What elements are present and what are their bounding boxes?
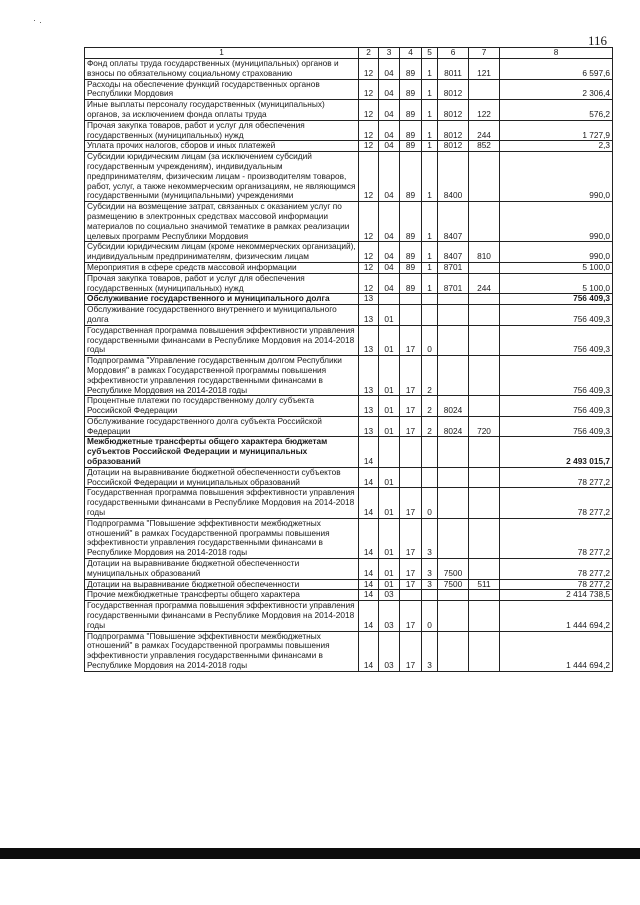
program-code: 17 [400,559,422,580]
expense-type-code: 852 [469,141,500,152]
subprogram-code: 1 [422,79,438,100]
subprogram-code: 2 [422,396,438,417]
table-row [85,305,613,326]
table-row [85,262,613,273]
table-row [85,416,613,437]
subsection-code: 04 [379,79,400,100]
subsection-code: 04 [379,202,400,242]
table-row [85,120,613,141]
table-row [85,601,613,631]
row-description: Иные выплаты персоналу государственных (муниципальных) органов, за исключением фонда оплаты труда [85,100,359,121]
expense-type-code [469,79,500,100]
target-item-code [438,601,469,631]
program-code [400,294,422,305]
table-row [85,59,613,80]
target-item-code [438,437,469,467]
subprogram-code: 0 [422,488,438,518]
section-code: 12 [359,100,379,121]
row-description: Фонд оплаты труда государственных (муниципальных) органов и взносы по обязательному социальному страхованию [85,59,359,80]
expense-type-code [469,467,500,488]
amount: 78 277,2 [500,467,613,488]
program-code: 89 [400,79,422,100]
section-code: 13 [359,356,379,396]
section-code: 12 [359,79,379,100]
program-code: 17 [400,488,422,518]
program-code: 89 [400,141,422,152]
amount: 78 277,2 [500,559,613,580]
amount: 5 100,0 [500,273,613,294]
subsection-code: 01 [379,416,400,437]
row-description: Государственная программа повышения эффективности управления государственными финансами в Республике Мордовия на 2014-2018 годы [85,325,359,355]
subsection-code [379,437,400,467]
subsection-code: 04 [379,100,400,121]
program-code: 17 [400,601,422,631]
target-item-code: 8024 [438,396,469,417]
row-description: Дотации на выравнивание бюджетной обеспеченности субъектов Российской Федерации и муниципальных образований [85,467,359,488]
row-description: Мероприятия в сфере средств массовой информации [85,262,359,273]
table-row [85,437,613,467]
section-code: 14 [359,559,379,580]
program-code: 17 [400,356,422,396]
amount: 2 493 015,7 [500,437,613,467]
program-code: 89 [400,242,422,263]
table-row [85,242,613,263]
table-row [85,79,613,100]
table-row [85,559,613,580]
amount: 78 277,2 [500,518,613,558]
subprogram-code [422,294,438,305]
amount: 2,3 [500,141,613,152]
program-code: 17 [400,416,422,437]
target-item-code [438,325,469,355]
subsection-code: 01 [379,356,400,396]
table-row [85,100,613,121]
amount: 756 409,3 [500,294,613,305]
table-row [85,488,613,518]
section-code: 14 [359,518,379,558]
subprogram-code: 3 [422,559,438,580]
scan-speck [40,22,41,23]
program-code: 17 [400,518,422,558]
row-description: Государственная программа повышения эффективности управления государственными финансами в Республике Мордовия на 2014-2018 годы [85,488,359,518]
row-description: Подпрограмма "Повышение эффективности межбюджетных отношений" в рамках Государственной программы повышения эффективности управления государственными финансами в Республике Мордовия на 2014-2018 годы [85,631,359,671]
subsection-code: 04 [379,59,400,80]
subsection-code: 04 [379,152,400,202]
table-row [85,325,613,355]
expense-type-code: 720 [469,416,500,437]
program-code: 89 [400,152,422,202]
target-item-code [438,488,469,518]
subprogram-code: 2 [422,356,438,396]
row-description: Процентные платежи по государственному долгу субъекта Российской Федерации [85,396,359,417]
program-code [400,467,422,488]
amount: 2 414 738,5 [500,590,613,601]
row-description: Уплата прочих налогов, сборов и иных платежей [85,141,359,152]
section-code: 14 [359,590,379,601]
section-code: 14 [359,467,379,488]
expense-type-code [469,325,500,355]
program-code: 89 [400,273,422,294]
expense-type-code [469,262,500,273]
row-description: Подпрограмма "Управление государственным долгом Республики Мордовия" в рамках Государственной программы повышения эффективности управления государственными финансами в Республике Мордовия на 2014-2018 годы [85,356,359,396]
subprogram-code: 0 [422,601,438,631]
section-code: 13 [359,325,379,355]
table-row [85,518,613,558]
table-row [85,202,613,242]
subprogram-code: 1 [422,273,438,294]
expense-type-code: 244 [469,120,500,141]
expense-type-code [469,356,500,396]
amount: 756 409,3 [500,305,613,326]
target-item-code: 8701 [438,262,469,273]
row-description: Межбюджетные трансферты общего характера бюджетам субъектов Российской Федерации и муниципальных образований [85,437,359,467]
amount: 1 444 694,2 [500,631,613,671]
subsection-code [379,294,400,305]
target-item-code: 8400 [438,152,469,202]
subsection-code: 01 [379,488,400,518]
subsection-code: 01 [379,396,400,417]
program-code: 89 [400,202,422,242]
column-header: 5 [422,48,438,59]
section-code: 12 [359,152,379,202]
table-row [85,294,613,305]
subsection-code: 04 [379,262,400,273]
amount: 990,0 [500,152,613,202]
scan-speck [34,20,35,21]
amount: 1 727,9 [500,120,613,141]
expense-type-code: 244 [469,273,500,294]
table-row [85,152,613,202]
amount: 756 409,3 [500,416,613,437]
section-code: 12 [359,141,379,152]
subsection-code: 04 [379,273,400,294]
row-description: Субсидии на возмещение затрат, связанных с оказанием услуг по размещению в электронных средствах массовой информации материалов по социально значимой тематике в рамках реализации целевых программ Республики Мордовия [85,202,359,242]
table-row [85,631,613,671]
expense-type-code [469,294,500,305]
row-description: Дотации на выравнивание бюджетной обеспеченности муниципальных образований [85,559,359,580]
budget-table [84,47,613,672]
amount: 1 444 694,2 [500,601,613,631]
table-row [85,579,613,590]
subprogram-code: 0 [422,325,438,355]
column-header: 1 [85,48,359,59]
column-header: 7 [469,48,500,59]
target-item-code: 8012 [438,120,469,141]
row-description: Подпрограмма "Повышение эффективности межбюджетных отношений" в рамках Государственной программы повышения эффективности управления государственными финансами в Республике Мордовия на 2014-2018 годы [85,518,359,558]
column-header: 2 [359,48,379,59]
target-item-code [438,467,469,488]
expense-type-code [469,488,500,518]
target-item-code: 8011 [438,59,469,80]
expense-type-code [469,396,500,417]
expense-type-code [469,437,500,467]
scan-bottom-edge [0,848,640,859]
section-code: 14 [359,437,379,467]
expense-type-code [469,518,500,558]
expense-type-code: 122 [469,100,500,121]
program-code: 89 [400,262,422,273]
section-code: 12 [359,120,379,141]
amount: 6 597,6 [500,59,613,80]
expense-type-code [469,590,500,601]
target-item-code [438,631,469,671]
section-code: 12 [359,202,379,242]
amount: 990,0 [500,242,613,263]
section-code: 14 [359,601,379,631]
section-code: 12 [359,242,379,263]
table-row [85,356,613,396]
row-description: Расходы на обеспечение функций государственных органов Республики Мордовия [85,79,359,100]
page-number: 116 [588,33,608,48]
section-code: 14 [359,488,379,518]
section-code: 13 [359,416,379,437]
subprogram-code: 1 [422,242,438,263]
program-code: 89 [400,100,422,121]
program-code: 89 [400,59,422,80]
amount: 78 277,2 [500,579,613,590]
row-description: Обслуживание государственного и муниципального долга [85,294,359,305]
row-description: Прочая закупка товаров, работ и услуг для обеспечения государственных (муниципальных) нужд [85,273,359,294]
target-item-code: 7500 [438,559,469,580]
subprogram-code [422,467,438,488]
section-code: 12 [359,59,379,80]
program-code [400,590,422,601]
subprogram-code: 1 [422,152,438,202]
section-code: 13 [359,396,379,417]
subprogram-code: 1 [422,100,438,121]
row-description: Субсидии юридическим лицам (за исключением субсидий государственным учреждениям), индивидуальным предпринимателям, физическим лицам - производителям товаров, работ, услуг, а также некоммерческим организациям, не являющимся государственными (муниципальными) учреждениями [85,152,359,202]
subprogram-code: 3 [422,518,438,558]
subsection-code: 01 [379,559,400,580]
target-item-code [438,294,469,305]
subprogram-code: 1 [422,141,438,152]
table-row [85,273,613,294]
subsection-code: 03 [379,631,400,671]
program-code [400,437,422,467]
target-item-code: 7500 [438,579,469,590]
program-code: 17 [400,325,422,355]
section-code: 13 [359,305,379,326]
subprogram-code: 3 [422,579,438,590]
target-item-code: 8012 [438,100,469,121]
target-item-code [438,305,469,326]
target-item-code: 8012 [438,79,469,100]
section-code: 13 [359,294,379,305]
subprogram-code [422,590,438,601]
target-item-code [438,518,469,558]
subprogram-code [422,437,438,467]
subsection-code: 04 [379,141,400,152]
row-description: Обслуживание государственного внутреннего и муниципального долга [85,305,359,326]
subprogram-code: 1 [422,120,438,141]
subsection-code: 01 [379,325,400,355]
program-code [400,305,422,326]
column-header: 6 [438,48,469,59]
amount: 5 100,0 [500,262,613,273]
subsection-code: 01 [379,579,400,590]
table-row [85,590,613,601]
section-code: 12 [359,273,379,294]
expense-type-code [469,601,500,631]
subsection-code: 01 [379,467,400,488]
program-code: 89 [400,120,422,141]
expense-type-code: 810 [469,242,500,263]
target-item-code [438,356,469,396]
program-code: 17 [400,631,422,671]
table-row [85,141,613,152]
amount: 78 277,2 [500,488,613,518]
target-item-code [438,590,469,601]
column-header: 4 [400,48,422,59]
target-item-code: 8012 [438,141,469,152]
column-header: 8 [500,48,613,59]
amount: 756 409,3 [500,396,613,417]
table-row [85,467,613,488]
subprogram-code: 2 [422,416,438,437]
program-code: 17 [400,396,422,417]
section-code: 12 [359,262,379,273]
expense-type-code [469,631,500,671]
expense-type-code: 511 [469,579,500,590]
target-item-code: 8701 [438,273,469,294]
row-description: Обслуживание государственного долга субъекта Российской Федерации [85,416,359,437]
subprogram-code: 1 [422,202,438,242]
subprogram-code: 3 [422,631,438,671]
subsection-code: 01 [379,518,400,558]
amount: 576,2 [500,100,613,121]
subsection-code: 01 [379,305,400,326]
expense-type-code: 121 [469,59,500,80]
subsection-code: 04 [379,242,400,263]
expense-type-code [469,559,500,580]
column-header: 3 [379,48,400,59]
row-description: Субсидии юридическим лицам (кроме некоммерческих организаций), индивидуальным предпринимателям, физическим лицам [85,242,359,263]
expense-type-code [469,305,500,326]
section-code: 14 [359,579,379,590]
expense-type-code [469,152,500,202]
row-description: Прочая закупка товаров, работ и услуг для обеспечения государственных (муниципальных) нужд [85,120,359,141]
row-description: Прочие межбюджетные трансферты общего характера [85,590,359,601]
target-item-code: 8407 [438,202,469,242]
program-code: 17 [400,579,422,590]
subsection-code: 03 [379,590,400,601]
row-description: Дотации на выравнивание бюджетной обеспеченности [85,579,359,590]
table-header-row [85,48,613,59]
section-code: 14 [359,631,379,671]
subprogram-code [422,305,438,326]
amount: 756 409,3 [500,356,613,396]
target-item-code: 8407 [438,242,469,263]
subprogram-code: 1 [422,262,438,273]
row-description: Государственная программа повышения эффективности управления государственными финансами в Республике Мордовия на 2014-2018 годы [85,601,359,631]
subsection-code: 03 [379,601,400,631]
amount: 756 409,3 [500,325,613,355]
table-row [85,396,613,417]
target-item-code: 8024 [438,416,469,437]
expense-type-code [469,202,500,242]
amount: 2 306,4 [500,79,613,100]
amount: 990,0 [500,202,613,242]
subprogram-code: 1 [422,59,438,80]
subsection-code: 04 [379,120,400,141]
